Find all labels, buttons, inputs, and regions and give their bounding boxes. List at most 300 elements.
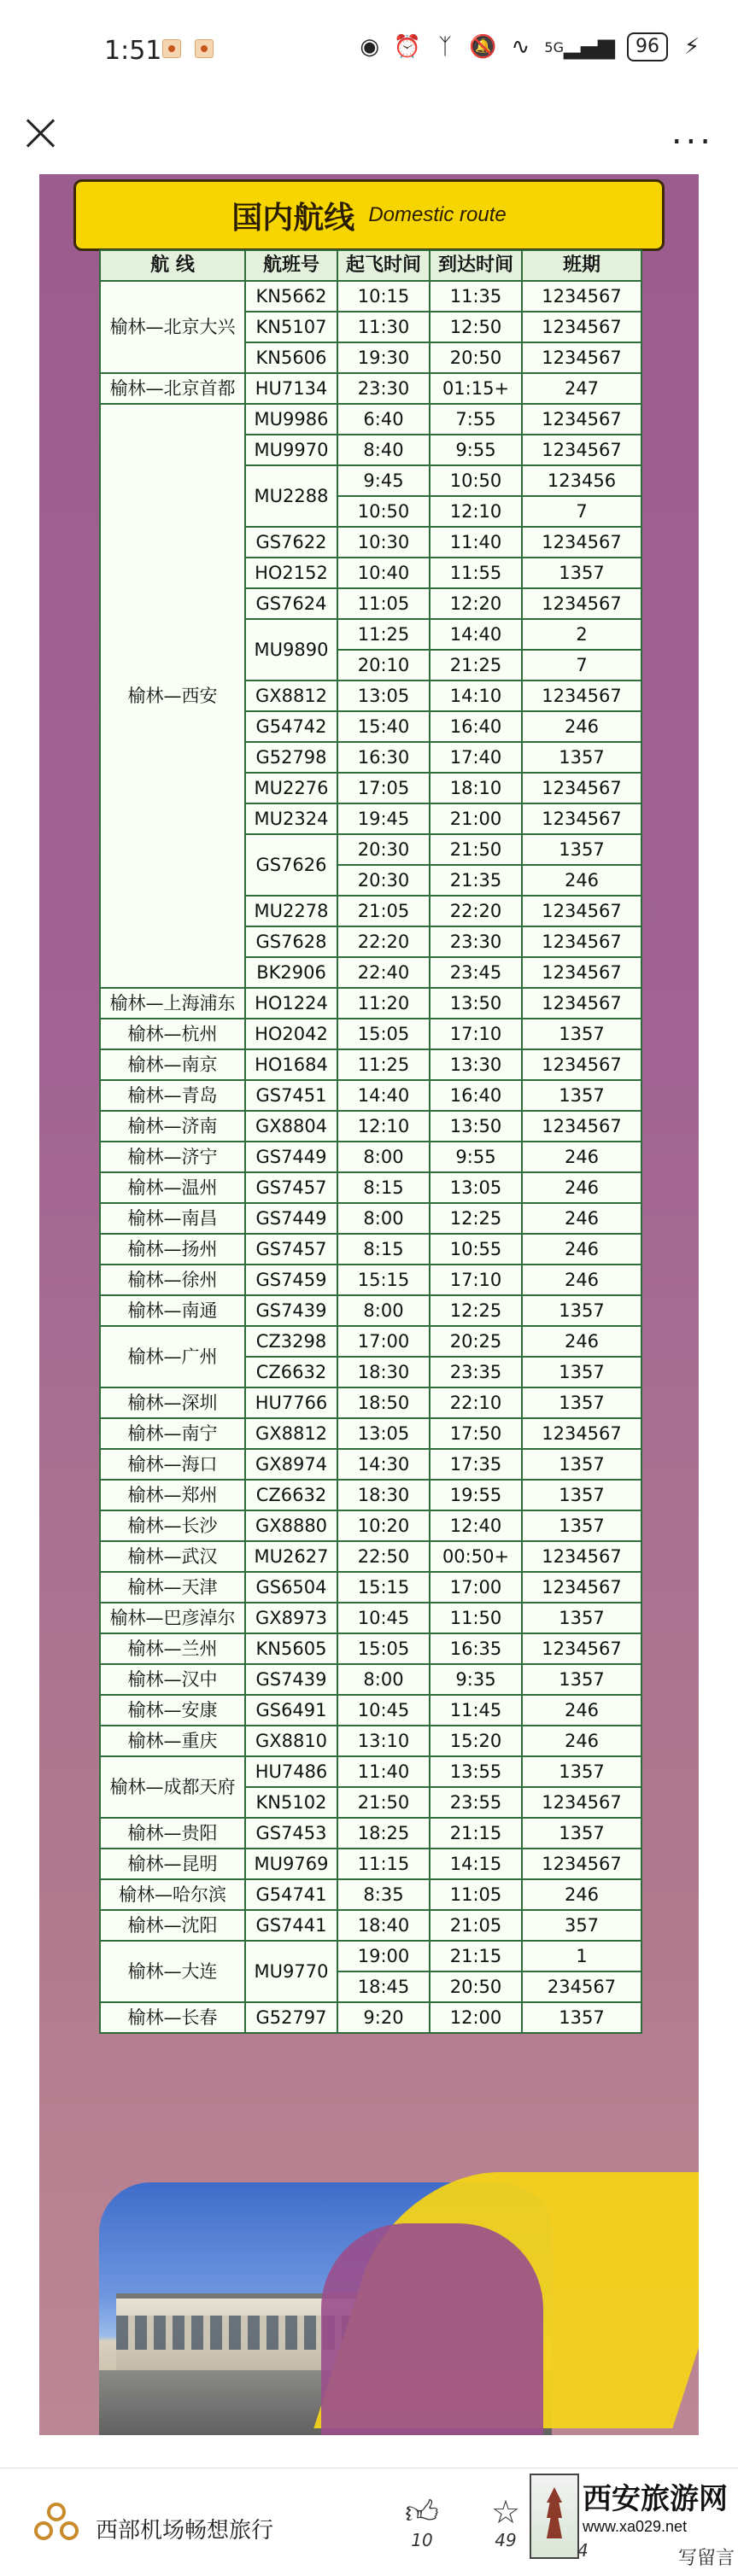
- departure-time-cell: 11:15: [337, 1849, 430, 1879]
- route-cell: 榆林—武汉: [100, 1541, 245, 1572]
- departure-time-cell: 20:10: [337, 650, 430, 681]
- column-header-days: 班期: [522, 250, 641, 281]
- like-button[interactable]: [388, 2494, 456, 2550]
- departure-time-cell: 12:10: [337, 1111, 430, 1142]
- arrival-time-cell: 21:25: [430, 650, 522, 681]
- flight-number-cell: HO1224: [245, 988, 337, 1019]
- flight-number-cell: GS6504: [245, 1572, 337, 1603]
- arrival-time-cell: 12:25: [430, 1203, 522, 1234]
- arrival-time-cell: 21:50: [430, 834, 522, 865]
- departure-time-cell: 22:40: [337, 957, 430, 988]
- table-row: [100, 1234, 641, 1265]
- departure-time-cell: 20:30: [337, 865, 430, 896]
- departure-time-cell: 19:30: [337, 342, 430, 373]
- arrival-time-cell: 9:55: [430, 1142, 522, 1172]
- departure-time-cell: 15:15: [337, 1265, 430, 1295]
- schedule-days-cell: 1234567: [522, 896, 641, 926]
- schedule-days-cell: 246: [522, 711, 641, 742]
- watermark-url: www.xa029.net: [583, 2518, 688, 2535]
- flight-number-cell: GS7628: [245, 926, 337, 957]
- flight-number-cell: GS7457: [245, 1172, 337, 1203]
- route-cell: 榆林—南昌: [100, 1203, 245, 1234]
- arrival-time-cell: 13:50: [430, 988, 522, 1019]
- route-cell: 榆林—重庆: [100, 1726, 245, 1756]
- column-header-route: 航 线: [100, 250, 245, 281]
- eye-icon: ◉: [360, 34, 380, 60]
- schedule-days-cell: 1234567: [522, 312, 641, 342]
- departure-time-cell: 21:05: [337, 896, 430, 926]
- status-icons: [358, 32, 704, 61]
- arrival-time-cell: 16:35: [430, 1633, 522, 1664]
- flight-number-cell: KN5107: [245, 312, 337, 342]
- schedule-days-cell: 1357: [522, 834, 641, 865]
- bottom-bar: [0, 2468, 738, 2576]
- schedule-days-cell: 7: [522, 650, 641, 681]
- flight-number-cell: GS6491: [245, 1695, 337, 1726]
- arrival-time-cell: 12:25: [430, 1295, 522, 1326]
- arrival-time-cell: 21:15: [430, 1941, 522, 1971]
- flight-number-cell: MU2276: [245, 773, 337, 803]
- schedule-days-cell: 246: [522, 1172, 641, 1203]
- flight-number-cell: GS7439: [245, 1295, 337, 1326]
- flight-number-cell: BK2906: [245, 957, 337, 988]
- arrival-time-cell: 21:35: [430, 865, 522, 896]
- schedule-days-cell: 1234567: [522, 1787, 641, 1818]
- departure-time-cell: 8:00: [337, 1664, 430, 1695]
- more-button[interactable]: [671, 113, 714, 152]
- flight-number-cell: GS7626: [245, 834, 337, 896]
- departure-time-cell: 18:30: [337, 1357, 430, 1387]
- departure-time-cell: 9:20: [337, 2002, 430, 2033]
- schedule-days-cell: 1234567: [522, 527, 641, 558]
- arrival-time-cell: 21:15: [430, 1818, 522, 1849]
- departure-time-cell: 8:40: [337, 435, 430, 465]
- arrival-time-cell: 16:40: [430, 1080, 522, 1111]
- departure-time-cell: 11:40: [337, 1756, 430, 1787]
- flight-number-cell: GX8973: [245, 1603, 337, 1633]
- arrival-time-cell: 13:55: [430, 1756, 522, 1787]
- schedule-days-cell: 1357: [522, 1480, 641, 1510]
- arrival-time-cell: 15:20: [430, 1726, 522, 1756]
- arrival-time-cell: 12:50: [430, 312, 522, 342]
- battery-icon: [627, 32, 668, 61]
- flight-number-cell: GX8812: [245, 681, 337, 711]
- departure-time-cell: 8:15: [337, 1172, 430, 1203]
- column-header-arrival: 到达时间: [430, 250, 522, 281]
- schedule-days-cell: 1357: [522, 1664, 641, 1695]
- arrival-time-cell: 17:10: [430, 1265, 522, 1295]
- departure-time-cell: 21:50: [337, 1787, 430, 1818]
- table-row: [100, 1572, 641, 1603]
- table-row: [100, 1111, 641, 1142]
- table-body: [100, 281, 641, 2033]
- departure-time-cell: 18:45: [337, 1971, 430, 2002]
- departure-time-cell: 11:20: [337, 988, 430, 1019]
- departure-time-cell: 15:05: [337, 1019, 430, 1049]
- flight-number-cell: GS7451: [245, 1080, 337, 1111]
- schedule-days-cell: 246: [522, 865, 641, 896]
- departure-time-cell: 15:40: [337, 711, 430, 742]
- departure-time-cell: 18:50: [337, 1387, 430, 1418]
- close-button[interactable]: [19, 111, 63, 155]
- departure-time-cell: 8:15: [337, 1234, 430, 1265]
- table-row: [100, 1265, 641, 1295]
- schedule-days-cell: 1234567: [522, 588, 641, 619]
- arrival-time-cell: 23:35: [430, 1357, 522, 1387]
- arrival-time-cell: 14:15: [430, 1849, 522, 1879]
- schedule-days-cell: 7: [522, 496, 641, 527]
- arrival-time-cell: 11:40: [430, 527, 522, 558]
- schedule-days-cell: 1234567: [522, 1418, 641, 1449]
- departure-time-cell: 22:50: [337, 1541, 430, 1572]
- arrival-time-cell: 16:40: [430, 711, 522, 742]
- route-cell: 榆林—徐州: [100, 1265, 245, 1295]
- thumbs-up-icon: 👍︎: [405, 2493, 439, 2531]
- schedule-days-cell: 1: [522, 1941, 641, 1971]
- schedule-days-cell: 1234567: [522, 926, 641, 957]
- departure-time-cell: 8:00: [337, 1203, 430, 1234]
- flight-schedule-poster: [39, 174, 699, 2435]
- table-row: [100, 1664, 641, 1695]
- table-row: [100, 1418, 641, 1449]
- schedule-days-cell: 123456: [522, 465, 641, 496]
- table-row: [100, 1449, 641, 1480]
- flight-number-cell: GS7622: [245, 527, 337, 558]
- arrival-time-cell: 14:40: [430, 619, 522, 650]
- flight-number-cell: GS7441: [245, 1910, 337, 1941]
- route-cell: 榆林—广州: [100, 1326, 245, 1387]
- arrival-time-cell: 11:05: [430, 1879, 522, 1910]
- table-row: [100, 281, 641, 312]
- table-row: [100, 1080, 641, 1111]
- flight-number-cell: HO2152: [245, 558, 337, 588]
- table-row: [100, 373, 641, 404]
- flight-number-cell: MU9986: [245, 404, 337, 435]
- flight-number-cell: MU9890: [245, 619, 337, 681]
- flight-number-cell: MU2288: [245, 465, 337, 527]
- schedule-days-cell: 1234567: [522, 1541, 641, 1572]
- flight-number-cell: HU7486: [245, 1756, 337, 1787]
- wifi-icon: ∿: [511, 34, 530, 60]
- departure-time-cell: 15:05: [337, 1633, 430, 1664]
- table-row: [100, 1726, 641, 1756]
- arrival-time-cell: 14:10: [430, 681, 522, 711]
- schedule-days-cell: 1234567: [522, 281, 641, 312]
- flight-number-cell: HO1684: [245, 1049, 337, 1080]
- schedule-days-cell: 246: [522, 1726, 641, 1756]
- flight-number-cell: MU2324: [245, 803, 337, 834]
- departure-time-cell: 10:40: [337, 558, 430, 588]
- arrival-time-cell: 12:20: [430, 588, 522, 619]
- arrival-time-cell: 11:55: [430, 558, 522, 588]
- schedule-days-cell: 246: [522, 1879, 641, 1910]
- table-row: [100, 404, 641, 435]
- mute-icon: 🔕: [469, 34, 497, 60]
- arrival-time-cell: 21:00: [430, 803, 522, 834]
- table-row: [100, 988, 641, 1019]
- table-row: [100, 1633, 641, 1664]
- departure-time-cell: 14:40: [337, 1080, 430, 1111]
- flight-number-cell: KN5605: [245, 1633, 337, 1664]
- departure-time-cell: 10:20: [337, 1510, 430, 1541]
- arrival-time-cell: 13:30: [430, 1049, 522, 1080]
- schedule-days-cell: 1234567: [522, 1572, 641, 1603]
- table-header-row: [100, 250, 641, 281]
- departure-time-cell: 13:10: [337, 1726, 430, 1756]
- departure-time-cell: 11:25: [337, 619, 430, 650]
- schedule-days-cell: 1357: [522, 1603, 641, 1633]
- flight-number-cell: MU2278: [245, 896, 337, 926]
- departure-time-cell: 10:15: [337, 281, 430, 312]
- flight-number-cell: KN5606: [245, 342, 337, 373]
- route-cell: 榆林—巴彦淖尔: [100, 1603, 245, 1633]
- table-row: [100, 1603, 641, 1633]
- flight-number-cell: G52797: [245, 2002, 337, 2033]
- departure-time-cell: 19:00: [337, 1941, 430, 1971]
- flight-number-cell: GX8974: [245, 1449, 337, 1480]
- schedule-days-cell: 1357: [522, 1357, 641, 1387]
- route-cell: 榆林—南京: [100, 1049, 245, 1080]
- schedule-days-cell: 1357: [522, 1080, 641, 1111]
- arrival-time-cell: 11:50: [430, 1603, 522, 1633]
- schedule-days-cell: 1357: [522, 1818, 641, 1849]
- schedule-days-cell: 357: [522, 1910, 641, 1941]
- schedule-days-cell: 2: [522, 619, 641, 650]
- route-cell: 榆林—哈尔滨: [100, 1879, 245, 1910]
- like-count: 10: [411, 2530, 433, 2550]
- column-header-departure: 起飞时间: [337, 250, 430, 281]
- flight-schedule-table: [99, 249, 642, 2034]
- arrival-time-cell: 18:10: [430, 773, 522, 803]
- table-row: [100, 1019, 641, 1049]
- departure-time-cell: 13:05: [337, 681, 430, 711]
- flight-number-cell: MU9769: [245, 1849, 337, 1879]
- table-row: [100, 1295, 641, 1326]
- table-row: [100, 1172, 641, 1203]
- table-row: [100, 1049, 641, 1080]
- schedule-days-cell: 1357: [522, 1387, 641, 1418]
- schedule-days-cell: 1234567: [522, 435, 641, 465]
- departure-time-cell: 9:45: [337, 465, 430, 496]
- arrival-time-cell: 17:00: [430, 1572, 522, 1603]
- departure-time-cell: 8:00: [337, 1295, 430, 1326]
- star-icon: ☆: [490, 2493, 521, 2531]
- departure-time-cell: 10:45: [337, 1603, 430, 1633]
- route-cell: 榆林—长沙: [100, 1510, 245, 1541]
- arrival-time-cell: 20:50: [430, 1971, 522, 2002]
- flight-number-cell: KN5102: [245, 1787, 337, 1818]
- route-cell: 榆林—上海浦东: [100, 988, 245, 1019]
- schedule-days-cell: 1234567: [522, 957, 641, 988]
- flight-number-cell: CZ6632: [245, 1357, 337, 1387]
- route-cell: 榆林—南宁: [100, 1418, 245, 1449]
- table-row: [100, 1480, 641, 1510]
- flight-number-cell: GS7439: [245, 1664, 337, 1695]
- alarm-icon: ⏰: [393, 34, 422, 60]
- arrival-time-cell: 17:10: [430, 1019, 522, 1049]
- departure-time-cell: 11:25: [337, 1049, 430, 1080]
- battery-level: 96: [636, 36, 659, 57]
- schedule-days-cell: 1234567: [522, 803, 641, 834]
- schedule-days-cell: 1357: [522, 1756, 641, 1787]
- poster-title-en: Domestic route: [368, 203, 507, 226]
- flight-number-cell: GS7459: [245, 1265, 337, 1295]
- route-cell: 榆林—天津: [100, 1572, 245, 1603]
- arrival-time-cell: 10:55: [430, 1234, 522, 1265]
- route-cell: 榆林—兰州: [100, 1633, 245, 1664]
- schedule-days-cell: 1234567: [522, 1633, 641, 1664]
- departure-time-cell: 17:05: [337, 773, 430, 803]
- departure-time-cell: 10:50: [337, 496, 430, 527]
- departure-time-cell: 19:45: [337, 803, 430, 834]
- table-row: [100, 1849, 641, 1879]
- route-cell: 榆林—郑州: [100, 1480, 245, 1510]
- poster-title-banner: [73, 179, 665, 251]
- schedule-days-cell: 1234567: [522, 1049, 641, 1080]
- arrival-time-cell: 7:55: [430, 404, 522, 435]
- arrival-time-cell: 20:50: [430, 342, 522, 373]
- schedule-days-cell: 1234567: [522, 773, 641, 803]
- flight-number-cell: G54741: [245, 1879, 337, 1910]
- route-cell: 榆林—西安: [100, 404, 245, 988]
- arrival-time-cell: 22:20: [430, 896, 522, 926]
- flight-number-cell: KN5662: [245, 281, 337, 312]
- arrival-time-cell: 12:10: [430, 496, 522, 527]
- arrival-time-cell: 17:40: [430, 742, 522, 773]
- route-cell: 榆林—海口: [100, 1449, 245, 1480]
- schedule-days-cell: 1234567: [522, 988, 641, 1019]
- table-row: [100, 1818, 641, 1849]
- schedule-days-cell: 246: [522, 1326, 641, 1357]
- route-cell: 榆林—温州: [100, 1172, 245, 1203]
- flight-number-cell: GS7457: [245, 1234, 337, 1265]
- flight-number-cell: GS7453: [245, 1818, 337, 1849]
- write-comment-button[interactable]: 写留言: [677, 2548, 735, 2569]
- bluetooth-icon: ᛉ: [438, 34, 452, 60]
- schedule-days-cell: 246: [522, 1695, 641, 1726]
- schedule-days-cell: 1234567: [522, 1849, 641, 1879]
- table-row: [100, 1879, 641, 1910]
- flight-number-cell: MU9970: [245, 435, 337, 465]
- notification-icon: [195, 39, 214, 58]
- schedule-days-cell: 1234567: [522, 1111, 641, 1142]
- route-cell: 榆林—沈阳: [100, 1910, 245, 1941]
- departure-time-cell: 22:20: [337, 926, 430, 957]
- route-cell: 榆林—昆明: [100, 1849, 245, 1879]
- route-cell: 榆林—青岛: [100, 1080, 245, 1111]
- account-name[interactable]: 西部机场畅想旅行: [96, 2518, 274, 2544]
- flight-number-cell: GX8804: [245, 1111, 337, 1142]
- schedule-days-cell: 1357: [522, 1449, 641, 1480]
- signal-icon: 5G ▂▄▆: [544, 34, 615, 60]
- departure-time-cell: 17:00: [337, 1326, 430, 1357]
- arrival-time-cell: 13:50: [430, 1111, 522, 1142]
- route-cell: 榆林—深圳: [100, 1387, 245, 1418]
- schedule-days-cell: 246: [522, 1142, 641, 1172]
- table-row: [100, 1941, 641, 1971]
- table-row: [100, 1541, 641, 1572]
- arrival-time-cell: 23:45: [430, 957, 522, 988]
- arrival-time-cell: 11:35: [430, 281, 522, 312]
- departure-time-cell: 16:30: [337, 742, 430, 773]
- route-cell: 榆林—南通: [100, 1295, 245, 1326]
- schedule-days-cell: 1357: [522, 2002, 641, 2033]
- route-cell: 榆林—大连: [100, 1941, 245, 2002]
- arrival-time-cell: 23:55: [430, 1787, 522, 1818]
- comment-count: 4: [577, 2540, 589, 2561]
- table-row: [100, 1387, 641, 1418]
- schedule-days-cell: 246: [522, 1234, 641, 1265]
- departure-time-cell: 11:05: [337, 588, 430, 619]
- decorative-shape-purple: [321, 2223, 543, 2435]
- table-row: [100, 1910, 641, 1941]
- notification-icon: [162, 39, 181, 58]
- flight-number-cell: G54742: [245, 711, 337, 742]
- network-type: 5G: [544, 38, 564, 55]
- arrival-time-cell: 17:50: [430, 1418, 522, 1449]
- schedule-days-cell: 1234567: [522, 342, 641, 373]
- flight-number-cell: GX8812: [245, 1418, 337, 1449]
- arrival-time-cell: 9:35: [430, 1664, 522, 1695]
- departure-time-cell: 20:30: [337, 834, 430, 865]
- schedule-days-cell: 246: [522, 1203, 641, 1234]
- status-time: 1:51: [104, 36, 162, 66]
- arrival-time-cell: 23:30: [430, 926, 522, 957]
- departure-time-cell: 23:30: [337, 373, 430, 404]
- arrival-time-cell: 10:50: [430, 465, 522, 496]
- status-bar: [0, 0, 738, 102]
- route-cell: 榆林—长春: [100, 2002, 245, 2033]
- arrival-time-cell: 12:40: [430, 1510, 522, 1541]
- departure-time-cell: 13:05: [337, 1418, 430, 1449]
- pagoda-icon: [530, 2474, 579, 2559]
- flight-number-cell: HU7134: [245, 373, 337, 404]
- table-row: [100, 1326, 641, 1357]
- schedule-days-cell: 1357: [522, 1019, 641, 1049]
- flight-number-cell: GS7624: [245, 588, 337, 619]
- flight-number-cell: MU9770: [245, 1941, 337, 2002]
- flight-number-cell: MU2627: [245, 1541, 337, 1572]
- flight-number-cell: HO2042: [245, 1019, 337, 1049]
- table-row: [100, 1203, 641, 1234]
- schedule-days-cell: 247: [522, 373, 641, 404]
- arrival-time-cell: 9:55: [430, 435, 522, 465]
- table-row: [100, 1142, 641, 1172]
- flight-number-cell: CZ3298: [245, 1326, 337, 1357]
- arrival-time-cell: 21:05: [430, 1910, 522, 1941]
- table-row: [100, 2002, 641, 2033]
- schedule-days-cell: 1357: [522, 742, 641, 773]
- route-cell: 榆林—济南: [100, 1111, 245, 1142]
- table-row: [100, 1756, 641, 1787]
- route-cell: 榆林—杭州: [100, 1019, 245, 1049]
- arrival-time-cell: 00:50+: [430, 1541, 522, 1572]
- flight-number-cell: HU7766: [245, 1387, 337, 1418]
- brand-logo-icon[interactable]: [34, 2503, 79, 2547]
- flight-number-cell: GS7449: [245, 1203, 337, 1234]
- schedule-days-cell: 1357: [522, 1295, 641, 1326]
- column-header-flight-no: 航班号: [245, 250, 337, 281]
- arrival-time-cell: 13:05: [430, 1172, 522, 1203]
- arrival-time-cell: 22:10: [430, 1387, 522, 1418]
- route-cell: 榆林—成都天府: [100, 1756, 245, 1818]
- poster-title-cn: 国内航线: [231, 199, 355, 236]
- flight-number-cell: GX8880: [245, 1510, 337, 1541]
- departure-time-cell: 14:30: [337, 1449, 430, 1480]
- arrival-time-cell: 01:15+: [430, 373, 522, 404]
- schedule-days-cell: 246: [522, 1265, 641, 1295]
- schedule-days-cell: 1234567: [522, 681, 641, 711]
